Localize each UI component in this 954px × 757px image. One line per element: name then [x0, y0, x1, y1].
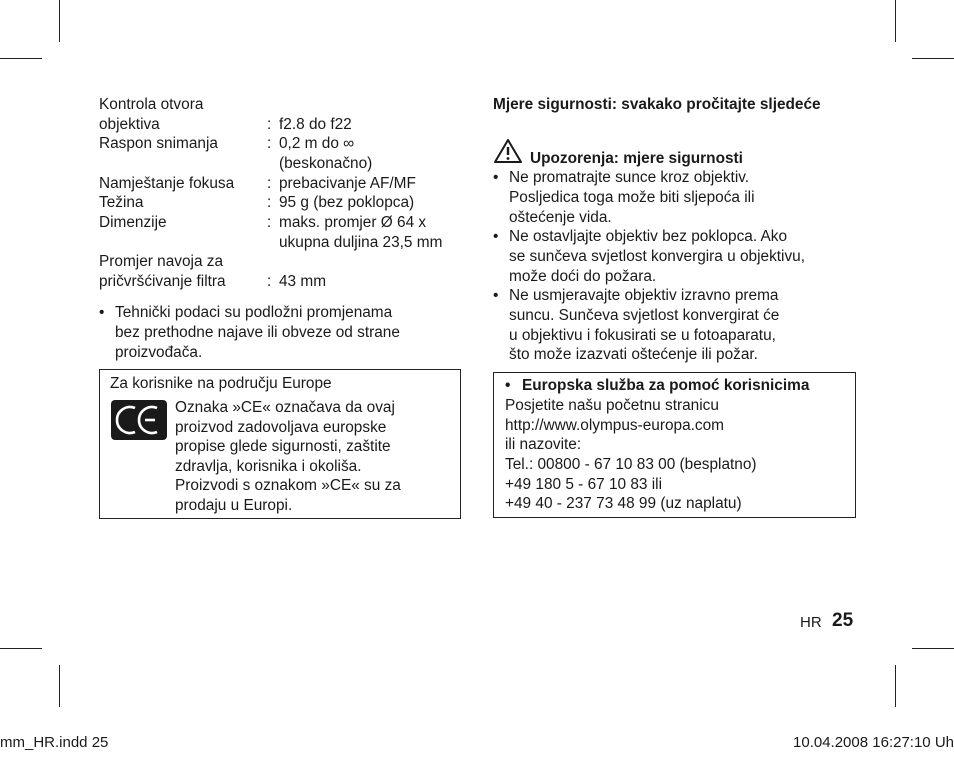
- spec-label: Promjer navoja za: [99, 253, 224, 270]
- spec-colon: :: [267, 273, 272, 290]
- spec-row-focus: [99, 174, 469, 194]
- spec-row-dimensions: [99, 233, 469, 253]
- warning-title: Upozorenja: mjere sigurnosti: [530, 150, 743, 167]
- europe-box-line: zdravlja, korisnika i okoliša.: [175, 458, 362, 475]
- warning-triangle-icon: [493, 138, 523, 164]
- spec-value: 95 g (bez poklopca): [279, 194, 415, 211]
- warning-line: Posljedica toga može biti sljepoća ili: [509, 189, 755, 206]
- bullet: •: [493, 228, 499, 245]
- spec-row-filter: [99, 272, 469, 292]
- europe-box-line: proizvod zadovoljava europske: [175, 419, 387, 436]
- spec-note-line: proizvođača.: [115, 344, 203, 361]
- spec-note-line: Tehnički podaci su podložni promjenama: [115, 304, 393, 321]
- warning-line: se sunčeva svjetlost konvergira u objektivu,: [509, 248, 805, 265]
- spec-value: prebacivanje AF/MF: [279, 175, 416, 192]
- spec-row-range: [99, 134, 469, 154]
- spec-colon: :: [267, 116, 272, 133]
- crop-mark: [0, 58, 42, 59]
- bullet: •: [505, 377, 511, 394]
- spec-label: Kontrola otvora: [99, 96, 204, 113]
- warning-line: što može izazvati oštećenje ili požar.: [509, 346, 758, 363]
- spec-label: objektiva: [99, 116, 160, 133]
- bullet: •: [99, 304, 105, 321]
- bullet: •: [493, 287, 499, 304]
- europe-notice-box: [99, 369, 461, 519]
- support-box-line: http://www.olympus-europa.com: [505, 417, 724, 434]
- warning-line: u objektivu i fokusirati se u fotoaparatu,: [509, 327, 776, 344]
- spec-label: Težina: [99, 194, 144, 211]
- europe-box-line: Proizvodi s oznakom »CE« su za: [175, 477, 401, 494]
- ce-logo: [111, 400, 167, 440]
- crop-mark: [59, 0, 60, 42]
- crop-mark: [895, 0, 896, 42]
- warning-line: Ne promatrajte sunce kroz objektiv.: [509, 169, 750, 186]
- slug-timestamp: 10.04.2008 16:27:10 Uh: [793, 734, 954, 751]
- spec-value: 0,2 m do ∞: [279, 135, 355, 152]
- spec-value: ukupna duljina 23,5 mm: [279, 234, 443, 251]
- warning-line: Ne usmjeravajte objektiv izravno prema: [509, 287, 779, 304]
- spec-row-range: [99, 154, 469, 174]
- spec-label: Dimenzije: [99, 214, 167, 231]
- europe-box-line: Oznaka »CE« označava da ovaj: [175, 399, 395, 416]
- support-box: [493, 372, 856, 518]
- support-box-title: Europska služba za pomoć korisnicima: [522, 377, 810, 394]
- spec-row-dimensions: [99, 213, 469, 233]
- slug-filename: mm_HR.indd 25: [0, 734, 109, 751]
- spec-row-aperture: [99, 115, 469, 135]
- spec-value: (beskonačno): [279, 155, 373, 172]
- spec-value: f2.8 do f22: [279, 116, 352, 133]
- warning-line: oštećenje vida.: [509, 209, 612, 226]
- spec-value: maks. promjer Ø 64 x: [279, 214, 427, 231]
- spec-value: 43 mm: [279, 273, 327, 290]
- page-language: HR: [800, 614, 822, 631]
- spec-colon: :: [267, 214, 272, 231]
- support-box-line: +49 40 - 237 73 48 99 (uz naplatu): [505, 495, 742, 512]
- page-number-value: 25: [832, 610, 854, 631]
- bullet: •: [493, 169, 499, 186]
- support-box-line: Posjetite našu početnu stranicu: [505, 397, 719, 414]
- spec-label: Namještanje fokusa: [99, 175, 235, 192]
- crop-mark: [912, 648, 954, 649]
- crop-mark: [0, 648, 42, 649]
- spec-colon: :: [267, 135, 272, 152]
- warning-line: suncu. Sunčeva svjetlost konvergirat će: [509, 307, 780, 324]
- europe-box-line: prodaju u Europi.: [175, 497, 293, 514]
- safety-heading: Mjere sigurnosti: svakako pročitajte sljedeće: [493, 96, 821, 113]
- spec-colon: :: [267, 194, 272, 211]
- warning-line: Ne ostavljajte objektiv bez poklopca. Ako: [509, 228, 788, 245]
- warning-line: može doći do požara.: [509, 268, 657, 285]
- spec-row-weight: [99, 193, 469, 213]
- crop-mark: [912, 58, 954, 59]
- europe-box-title: Za korisnike na području Europe: [110, 375, 332, 392]
- spec-colon: :: [267, 175, 272, 192]
- europe-box-line: propise glede sigurnosti, zaštite: [175, 438, 391, 455]
- ce-mark-icon: [111, 400, 167, 440]
- spec-label: Raspon snimanja: [99, 135, 218, 152]
- spec-note-line: bez prethodne najave ili obveze od strane: [115, 324, 400, 341]
- support-box-line: Tel.: 00800 - 67 10 83 00 (besplatno): [505, 456, 757, 473]
- spec-row-aperture: [99, 95, 469, 115]
- crop-mark: [895, 665, 896, 707]
- spec-row-filter: [99, 252, 469, 272]
- crop-mark: [59, 665, 60, 707]
- support-box-line: +49 180 5 - 67 10 83 ili: [505, 476, 663, 493]
- support-box-line: ili nazovite:: [505, 436, 582, 453]
- spec-label: pričvršćivanje filtra: [99, 273, 226, 290]
